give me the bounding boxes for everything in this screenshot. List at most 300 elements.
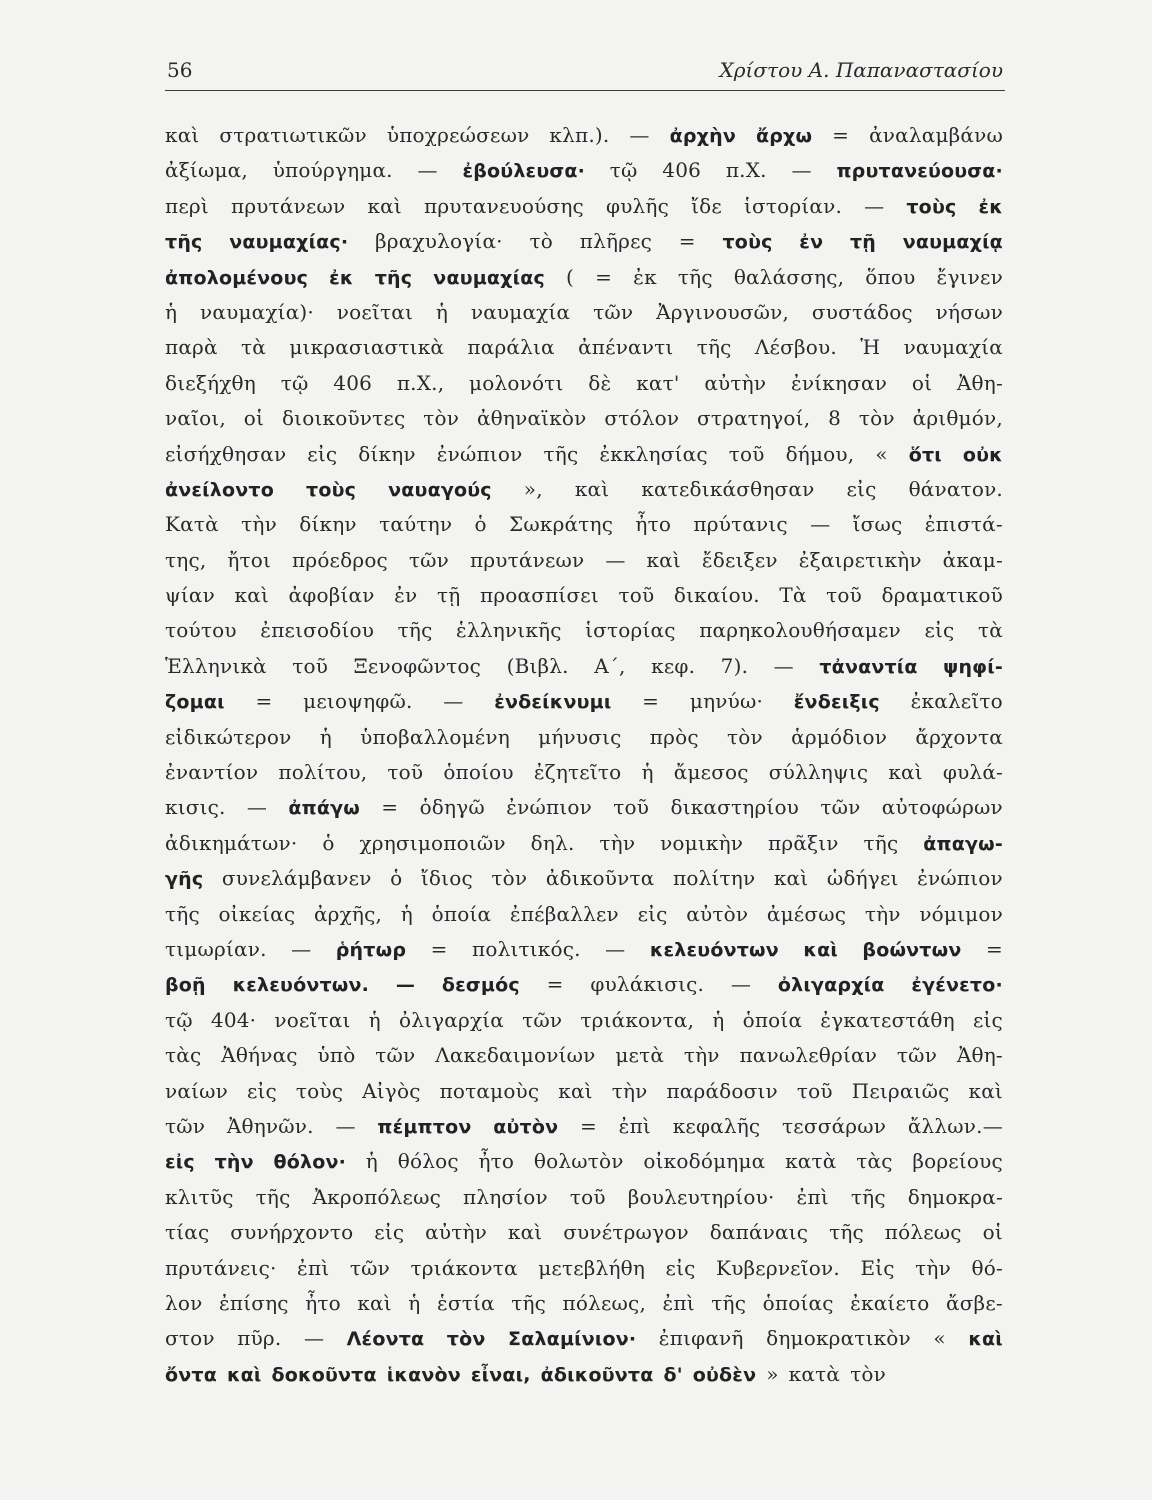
word: της, — [165, 547, 207, 572]
word: τῆς — [711, 1290, 747, 1315]
word: Κατὰ — [165, 512, 219, 537]
word: ἀφοβίαν — [288, 583, 375, 608]
word: τὴν — [599, 830, 636, 855]
word: πρυτάνεων — [469, 547, 585, 572]
word: πόλεως, — [562, 1290, 647, 1315]
lemma-bold: ἀδικοῦντα — [540, 1363, 654, 1386]
word: τῆς — [863, 830, 899, 855]
lemma-bold: ἔνδειξις — [793, 691, 880, 714]
word: παράδοσιν — [666, 1078, 778, 1103]
word: ἱστορίαν. — [744, 193, 843, 218]
word: τὸν — [850, 1361, 886, 1386]
word: τριάκοντα, — [580, 1007, 695, 1032]
word: ἐγκατεστάθη — [820, 1007, 955, 1032]
word: = — [642, 689, 660, 714]
word: καὶ — [646, 547, 681, 572]
lemma-bold: τοὺς — [722, 231, 773, 254]
word: 406 — [662, 158, 702, 183]
word: ἀπέναντι — [578, 335, 674, 360]
word: ποταμοὺς — [439, 1078, 540, 1103]
word: πολίτην — [673, 866, 756, 891]
word: — — [443, 689, 464, 714]
word: = — [985, 936, 1003, 961]
word: ἴσως — [852, 512, 903, 537]
lemma-bold: τἀναντία — [819, 655, 918, 678]
text-line — [165, 897, 1003, 932]
word: τοῦ — [613, 795, 650, 820]
word: εἰς — [374, 1220, 405, 1245]
word: ἐνώπιον — [436, 441, 523, 466]
word: — — [417, 158, 438, 183]
text-line — [165, 366, 1003, 401]
word: ὁποία — [742, 1007, 803, 1032]
word: ἀδικοῦντα — [545, 866, 655, 891]
lemma-bold: βοῇ — [165, 974, 206, 997]
word: οἱ — [243, 406, 265, 431]
word: δημοκρα- — [907, 1184, 1003, 1209]
word: αὐτὴν — [704, 370, 767, 395]
word: ναυμαχία — [903, 335, 1003, 360]
word: στρατιωτικῶν — [219, 123, 367, 147]
word: τὸ — [529, 229, 553, 254]
text-line — [165, 1286, 1003, 1321]
text-line — [165, 153, 1003, 188]
lemma-bold: ἐκ — [978, 195, 1003, 218]
text-line — [165, 649, 1003, 684]
lemma-bold: ἀπάγω — [288, 797, 360, 820]
word: ἡ — [165, 299, 178, 324]
text-line — [165, 578, 1003, 613]
word: ὁ — [390, 866, 403, 891]
word: — — [246, 795, 268, 820]
word: αὐτὴν — [425, 1220, 488, 1245]
word: ὁδηγῶ — [419, 795, 485, 820]
word: ἀθηναϊκὸν — [476, 406, 587, 431]
lemma-bold: ἐκ — [329, 266, 354, 289]
word: ἐν — [394, 583, 418, 608]
word: ἦτο — [305, 1290, 341, 1315]
word: ναῖοι, — [165, 406, 226, 431]
word: τῆς — [165, 901, 200, 926]
word: ἡ — [435, 299, 449, 324]
word: κεφαλῆς — [672, 1113, 761, 1138]
word: ἐκκλησίας — [599, 441, 708, 466]
word: τὴν — [915, 1255, 951, 1280]
word: ἐπιφανῆ — [658, 1326, 744, 1351]
word: καὶ — [165, 123, 200, 147]
word: οἱ — [911, 370, 933, 395]
word: δημοκρατικὸν — [766, 1326, 911, 1351]
word: τῇ — [436, 583, 461, 608]
word: εἰς — [246, 1078, 277, 1103]
running-title: Χρίστου Α. Παπαναστασίου — [719, 58, 1003, 82]
word: ἐπὶ — [662, 1290, 695, 1315]
word: κατ' — [636, 370, 680, 395]
word: θόλος — [397, 1149, 459, 1174]
word: ἀρχῆς, — [313, 901, 383, 926]
word: « — [933, 1326, 946, 1351]
lemma-bold: γῆς — [165, 868, 204, 891]
word: ναίων — [165, 1078, 228, 1103]
word: τὸν — [491, 866, 528, 891]
word: — — [791, 158, 812, 183]
word: ναυμαχία)· — [200, 299, 314, 324]
word: — — [605, 547, 626, 572]
word: τῷ — [609, 158, 638, 183]
word: ἐπεισοδίου — [260, 618, 375, 643]
word: εἰς — [665, 1255, 696, 1280]
word: τὰς — [165, 1043, 202, 1068]
word: τῆς — [829, 1220, 864, 1245]
word: θαλάσσης, — [733, 264, 845, 289]
word: μειοψηφῶ. — [303, 689, 413, 714]
word: — — [864, 193, 885, 218]
text-line — [165, 189, 1003, 224]
word: δικαστηρίου — [670, 795, 800, 820]
word: διοικοῦντες — [281, 406, 406, 431]
lemma-bold: ὄντα — [165, 1363, 217, 1386]
word: τοὺς — [295, 1078, 344, 1103]
lemma-bold: καὶ — [226, 1363, 262, 1386]
lemma-bold: οὐκ — [962, 443, 1003, 466]
word: πόλεως — [884, 1220, 962, 1245]
word: συστάδος — [811, 299, 913, 324]
word: ἀκαμ- — [942, 547, 1003, 572]
lemma-bold: οὐδὲν — [692, 1363, 757, 1386]
word: ὀλιγαρχία — [398, 1007, 505, 1032]
word: πρυτάνεις· — [165, 1255, 277, 1280]
lemma-bold: καὶ — [803, 938, 838, 961]
lemma-bold: ὅτι — [908, 443, 942, 466]
word: ὁ — [474, 512, 487, 537]
word: Τὰ — [779, 583, 807, 608]
word: ἐπιστά- — [924, 512, 1003, 537]
word: πρυτάνεων — [230, 193, 346, 218]
word: ἦτο — [478, 1149, 515, 1174]
word: κλιτῦς — [165, 1184, 234, 1209]
word: σύλληψις — [768, 760, 869, 785]
word: τὸν — [423, 406, 460, 431]
word: — — [773, 653, 794, 678]
text-line — [165, 401, 1003, 436]
word: τῆς — [543, 441, 579, 466]
word: τὴν — [683, 1043, 720, 1068]
word: παρὰ — [165, 335, 218, 360]
lemma-bold: ἄρχω — [755, 125, 813, 147]
word: καὶ — [507, 1220, 543, 1245]
word: πρᾶξιν — [768, 830, 839, 855]
word: ἡ — [368, 1007, 381, 1032]
word: στον — [165, 1326, 215, 1351]
word: ὑποβαλλομένη — [360, 724, 510, 749]
word: ταύτην — [379, 512, 453, 537]
word: ἄμεσος — [673, 760, 749, 785]
word: = — [832, 123, 850, 147]
text-line — [165, 932, 1003, 967]
word: ὑπὸ — [317, 1043, 356, 1068]
word: Αἰγὸς — [362, 1078, 421, 1103]
word: τῷ — [165, 1007, 193, 1032]
word: ἀναλαμβάνω — [869, 123, 1003, 147]
lemma-bold: ναυμαχίᾳ — [902, 231, 1003, 254]
word: τοῦ — [618, 583, 655, 608]
word: φυλάκισις. — [590, 972, 705, 997]
lemma-bold: δοκοῦντα — [271, 1363, 377, 1386]
word: πρυτανευούσης — [423, 193, 584, 218]
word: συνέτρωγον — [563, 1220, 689, 1245]
text-line — [165, 472, 1003, 507]
word: ἐναντίον — [165, 760, 259, 785]
text-line — [165, 967, 1003, 1002]
word: ἑστία — [436, 1290, 495, 1315]
text-line — [165, 790, 1003, 825]
word: καὶ — [234, 583, 269, 608]
word: καὶ — [888, 760, 923, 785]
word: θό- — [971, 1255, 1003, 1280]
word: τὸν — [858, 406, 895, 431]
word: ἡ — [365, 1149, 378, 1174]
word: τῆς — [696, 335, 732, 360]
word: φυλά- — [942, 760, 1003, 785]
word: », — [523, 476, 543, 501]
text-line — [165, 437, 1003, 472]
lemma-bold: ζομαι — [165, 691, 225, 714]
word: τοῦ — [569, 1184, 606, 1209]
word: πλῆρες — [579, 229, 653, 254]
word: τὰ — [977, 618, 1003, 643]
word: θολωτὸν — [533, 1149, 624, 1174]
word: ἐξαιρετικὴν — [798, 547, 922, 572]
word: μηνύω· — [689, 689, 764, 714]
word: καὶ — [773, 866, 809, 891]
lemma-bold: Λέοντα — [346, 1328, 425, 1351]
word: ὁποίας — [762, 1290, 834, 1315]
word: νόμιμον — [919, 901, 1003, 926]
text-line — [165, 1109, 1003, 1144]
word: — — [605, 936, 626, 961]
lemma-bold: καὶ — [968, 1328, 1003, 1351]
word: ἐκαλεῖτο — [910, 689, 1003, 714]
word: τοῦ — [796, 1078, 833, 1103]
word: οἰκείας — [218, 901, 296, 926]
word: = — [678, 229, 696, 254]
word: τῶν — [820, 795, 861, 820]
word: ὑποχρεώσεων — [386, 123, 530, 147]
lemma-bold: εἶναι, — [470, 1363, 531, 1386]
word: δραματικοῦ — [881, 583, 1003, 608]
lemma-bold: αὐτὸν — [493, 1115, 559, 1138]
lemma-bold: ναυαγούς — [388, 478, 492, 501]
word: ἀριθμόν, — [912, 406, 1003, 431]
lemma-bold: ἐγένετο· — [911, 974, 1003, 997]
word: τῆς — [677, 264, 713, 289]
word: ἴδιος — [420, 866, 473, 891]
word: δίκην — [358, 441, 416, 466]
text-line — [165, 1038, 1003, 1073]
word: 406 — [333, 370, 373, 395]
lemma-bold: τὸν — [446, 1328, 486, 1351]
text-line — [165, 1321, 1003, 1356]
lemma-bold: ψηφί- — [943, 655, 1003, 678]
word: ὁ — [322, 830, 335, 855]
word: ἤτοι — [227, 547, 272, 572]
word: τιμωρίαν. — [165, 936, 267, 961]
word: δὲ — [588, 370, 612, 395]
word: Εἰς — [860, 1255, 895, 1280]
text-line — [165, 295, 1003, 330]
word: μετεβλήθη — [538, 1255, 646, 1280]
word: ἐκαίετο — [850, 1290, 930, 1315]
word: πανωλεθρίαν — [739, 1043, 878, 1068]
text-line — [165, 260, 1003, 295]
word: ἁρμόδιον — [791, 724, 888, 749]
word: αὐτοφώρων — [881, 795, 1003, 820]
word: κατὰ — [785, 1149, 837, 1174]
word: ἡ — [319, 724, 332, 749]
word: Λακεδαιμονίων — [435, 1043, 596, 1068]
text-line — [165, 507, 1003, 542]
word: θάνατον. — [908, 476, 1003, 501]
lemma-bold: δεσμός — [441, 974, 520, 997]
word: πρόεδρος — [292, 547, 388, 572]
word: τῶν — [522, 1007, 563, 1032]
lemma-bold: ἀρχὴν — [669, 125, 736, 147]
lemma-bold: θόλον· — [273, 1151, 347, 1174]
word: ὑπούργημα. — [272, 158, 393, 183]
lemma-bold: βοώντων — [862, 938, 962, 961]
word: — — [291, 936, 312, 961]
word: τίας — [165, 1220, 210, 1245]
word: κατὰ — [788, 1361, 841, 1386]
lemma-bold: πρυτανεύουσα· — [836, 160, 1003, 183]
text-line — [165, 755, 1003, 790]
text-line — [165, 224, 1003, 259]
word: καὶ — [574, 476, 610, 501]
text-line — [165, 1215, 1003, 1250]
text-line — [165, 720, 1003, 755]
word: ἐπὶ — [618, 1113, 651, 1138]
lemma-bold: ἐβούλευσα· — [462, 160, 586, 183]
text-line — [165, 1180, 1003, 1215]
word: ἀξίωμα, — [165, 158, 248, 183]
word: ἀμέσως — [766, 901, 847, 926]
word: μήνυσις — [538, 724, 622, 749]
lemma-bold: κελευόντων. — [232, 974, 370, 997]
word: 7). — [720, 653, 749, 678]
word: βορείους — [912, 1149, 1003, 1174]
word: στόλον — [604, 406, 680, 431]
word: νομικὴν — [660, 830, 744, 855]
word: πρὸς — [649, 724, 699, 749]
word: τῶν — [593, 299, 634, 324]
word: συνήρχοντο — [230, 1220, 354, 1245]
word: κατεδικάσθησαν — [641, 476, 815, 501]
word: τοῦ — [728, 441, 765, 466]
word: ἡ — [400, 901, 413, 926]
word: εἰς — [846, 476, 877, 501]
word: ἐπὶ — [297, 1255, 330, 1280]
word: μικρασιαστικὰ — [289, 335, 445, 360]
word: Σωκράτης — [509, 512, 614, 537]
word: ἐνώπιον — [917, 866, 1003, 891]
body-text — [165, 118, 1003, 1392]
word: καὶ — [367, 193, 402, 218]
page-number: 56 — [167, 58, 193, 82]
word: τοῦ — [387, 760, 424, 785]
word: πρύτανις — [693, 512, 788, 537]
word: ἡ — [408, 1290, 421, 1315]
lemma-bold: ἐνδείκνυμι — [494, 691, 612, 714]
word: ἄσβε- — [946, 1290, 1003, 1315]
word: τὸν — [727, 724, 763, 749]
word: τῆς — [397, 618, 433, 643]
word: Ἀργινουσῶν, — [656, 299, 790, 324]
word: ἔγινεν — [936, 264, 1003, 289]
text-line — [165, 1251, 1003, 1286]
word: εἰς — [307, 441, 338, 466]
lemma-bold: ναυμαχίας — [433, 266, 545, 289]
lemma-bold: ἐν — [799, 231, 824, 254]
word: τὴν — [611, 1078, 648, 1103]
word: νοεῖται — [274, 1007, 351, 1032]
lemma-bold: — — [395, 974, 416, 997]
lemma-bold: κελευόντων — [649, 938, 779, 961]
word: ψίαν — [165, 583, 215, 608]
word: εἰδικώτερον — [165, 724, 292, 749]
word: ἐκ — [633, 264, 657, 289]
text-line — [165, 826, 1003, 861]
word: τῆς — [511, 1290, 547, 1315]
word: καὶ — [357, 1290, 392, 1315]
word: τὴν — [241, 512, 277, 537]
word: εἰς — [637, 901, 668, 926]
word: δαπάναις — [709, 1220, 809, 1245]
word: τῶν — [165, 1113, 206, 1138]
word: ἐνώπιον — [506, 795, 592, 820]
word: (Βιβλ. — [506, 653, 569, 678]
word: = — [579, 1113, 597, 1138]
word: στρατηγοί, — [697, 406, 811, 431]
text-line — [165, 684, 1003, 719]
word: μετὰ — [615, 1043, 665, 1068]
text-line — [165, 613, 1003, 648]
word: τοῦ — [826, 583, 862, 608]
lemma-bold: ὀλιγαρχία — [777, 974, 885, 997]
text-line — [165, 543, 1003, 578]
word: νήσων — [935, 299, 1003, 324]
word: τὰς — [856, 1149, 893, 1174]
word: περὶ — [165, 193, 209, 218]
word: τῶν — [349, 1255, 390, 1280]
word: τὰ — [241, 335, 267, 360]
word: κισις. — [165, 795, 226, 820]
word: = — [595, 264, 613, 289]
word: τῷ — [280, 370, 309, 395]
word: λον — [165, 1290, 203, 1315]
word: τὴν — [864, 901, 901, 926]
word: ἦτο — [635, 512, 672, 537]
lemma-bold: ἀπολομένους — [165, 266, 309, 289]
lemma-bold: ναυμαχίας· — [229, 231, 349, 254]
word: εἰς — [924, 618, 955, 643]
word: βουλευτηρίου· — [627, 1184, 775, 1209]
word: καὶ — [558, 1078, 593, 1103]
lemma-bold: τῇ — [849, 231, 877, 254]
word: κλπ.). — [549, 123, 610, 147]
word: Ἀθήνας — [221, 1043, 298, 1068]
text-line — [165, 1144, 1003, 1179]
word: ἄρχοντα — [915, 724, 1003, 749]
